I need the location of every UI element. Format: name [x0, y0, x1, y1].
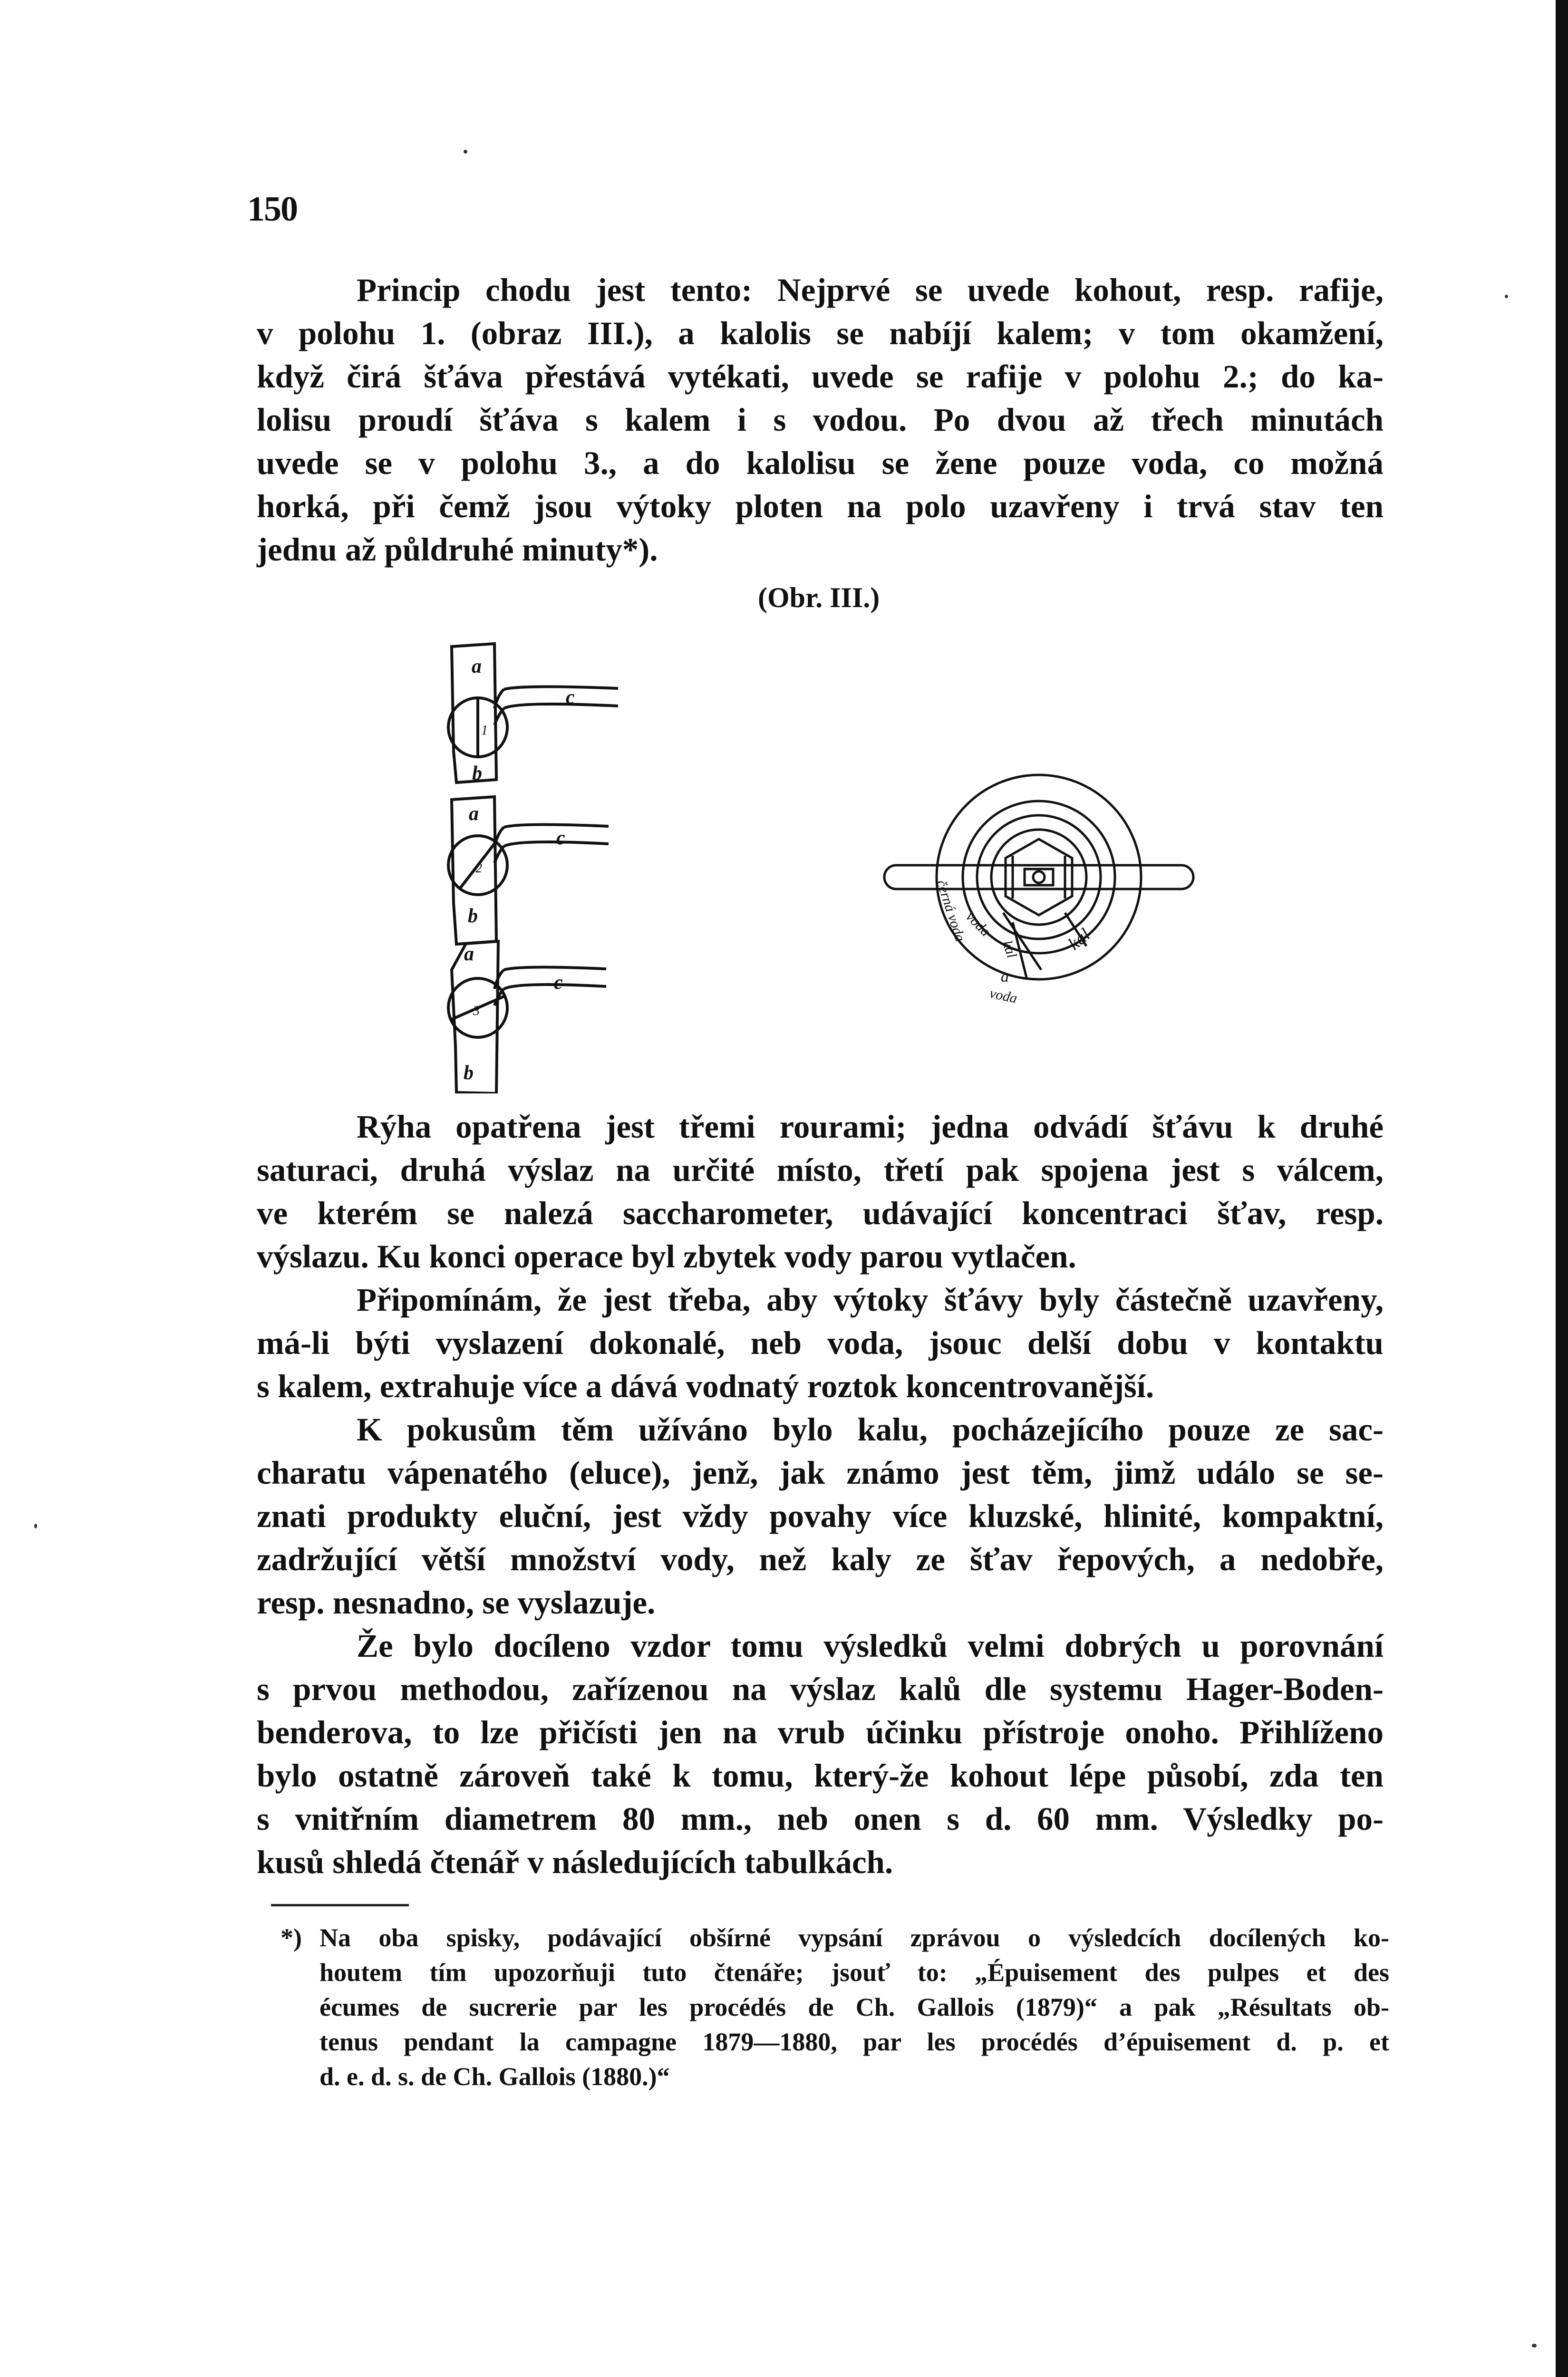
text-line: v polohu 1. (obraz III.), a kalolis se nabíjí kalem; v tom okamžení, — [257, 315, 1384, 351]
text-line: Rýha opatřena jest třemi rourami; jedna odvádí šťávu k druhé — [357, 1109, 1384, 1145]
text-line: s prvou methodou, zařízenou na výslaz kalů dle systemu Hager-Boden- — [257, 1671, 1384, 1707]
scan-edge — [1556, 0, 1568, 2377]
label-voda: voda — [963, 908, 994, 940]
footnote — [281, 1921, 1389, 2094]
label-b: b — [468, 905, 478, 927]
text-line: má-li býti vyslazení dokonalé, neb voda, jsouc delší dobu v kontaktu — [257, 1325, 1384, 1361]
label-a-voda: voda — [988, 985, 1019, 1006]
label-a: a — [464, 943, 474, 965]
position-label: 2 — [475, 861, 482, 876]
footnote-line: tenus pendant la campagne 1879—1880, par les procédés d’épuisement d. p. et — [319, 2028, 1389, 2056]
footnote-rule — [271, 1904, 409, 1906]
text-line: jednu až půldruhé minuty*). — [257, 531, 658, 568]
text-line: lolisu proudí šťáva s kalem i s vodou. Po dvou až třech minutách — [257, 402, 1384, 438]
label-kal-outer: kal — [1064, 924, 1094, 954]
paragraph-5 — [257, 1624, 1384, 1884]
footnote-line: Na oba spisky, podávající obšírné vypsání zprávou o výsledcích docílených ko- — [319, 1923, 1389, 1952]
text-line: s vnitřním diametrem 80 mm., neb onen s d. 60 mm. Výsledky po- — [257, 1801, 1384, 1837]
label-c: c — [556, 827, 565, 849]
paragraph-4 — [257, 1408, 1384, 1624]
paragraph-1 — [257, 269, 1384, 571]
tap-positions-figure — [437, 637, 637, 1093]
label-b: b — [472, 763, 482, 784]
text-line: K pokusům těm užíváno bylo kalu, pocházejícího pouze ze sac- — [357, 1411, 1384, 1448]
scan-speck — [1505, 295, 1508, 298]
text-line: znati produkty eluční, jest vždy povahy více kluzské, hlinité, kompaktní, — [257, 1498, 1384, 1534]
position-label: 1 — [481, 723, 488, 738]
tap-front-view-figure — [875, 761, 1208, 1027]
text-line: saturaci, druhá výslaz na určité místo, třetí pak spojena jest s válcem, — [257, 1152, 1384, 1188]
label-a-voda: a — [1001, 968, 1009, 986]
text-line: horká, při čemž jsou výtoky ploten na polo uzavřeny i trvá stav ten — [257, 488, 1384, 524]
label-a: a — [469, 803, 479, 825]
text-line: zadržující větší množství vody, než kaly ze šťav řepových, a nedobře, — [257, 1541, 1384, 1577]
position-label: 3 — [473, 1004, 480, 1018]
label-b: b — [464, 1062, 474, 1084]
page-number: 150 — [247, 190, 297, 229]
text-line: výslazu. Ku konci operace byl zbytek vody parou vytlačen. — [257, 1238, 1076, 1275]
label-kal-inner: kal — [999, 938, 1020, 960]
label-c: c — [566, 686, 575, 708]
text-line: když čirá šťáva přestává vytékati, uvede se rafije v polohu 2.; do ka- — [257, 358, 1384, 395]
text-line: kusů shledá čtenář v následujících tabulkách. — [257, 1844, 893, 1880]
label-cerna-voda: černá voda — [933, 878, 968, 944]
scan-speck — [1532, 2344, 1537, 2348]
footnote-line: houtem tím upozorňuji tuto čtenáře; jsouť to: „Épuisement des pulpes et des — [319, 1958, 1389, 1987]
paragraph-2 — [257, 1105, 1384, 1278]
scan-speck — [464, 150, 467, 154]
text-line: Že bylo docíleno vzdor tomu výsledků velmi dobrých u porovnání — [357, 1628, 1384, 1664]
text-line: resp. nesnadno, se vyslazuje. — [257, 1585, 656, 1621]
text-line: s kalem, extrahuje více a dává vodnatý roztok koncentrovanější. — [257, 1368, 1154, 1404]
label-a: a — [472, 656, 482, 677]
text-line: uvede se v polohu 3., a do kalolisu se žene pouze voda, co možná — [257, 445, 1384, 481]
figure-caption: (Obr. III.) — [758, 582, 880, 613]
text-line: benderova, to lze přičísti jen na vrub účinku přístroje onoho. Přihlíženo — [257, 1714, 1384, 1750]
footnote-mark: *) — [281, 1923, 302, 1952]
text-line: bylo ostatně zároveň také k tomu, který-že kohout lépe působí, zda ten — [257, 1758, 1384, 1794]
label-c: c — [554, 972, 563, 994]
footnote-line: écumes de sucrerie par les procédés de Ch. Gallois (1879)“ a pak „Résultats ob- — [319, 1993, 1389, 2021]
scan-speck — [34, 1524, 37, 1528]
text-line: Princip chodu jest tento: Nejprvé se uvede kohout, resp. rafije, — [357, 272, 1384, 308]
paragraph-3 — [257, 1278, 1384, 1408]
text-line: ve kterém se nalezá saccharometer, udávající koncentraci šťav, resp. — [257, 1195, 1384, 1231]
text-line: charatu vápenatého (eluce), jenž, jak známo jest těm, jimž událo se se- — [257, 1455, 1384, 1491]
footnote-line: d. e. d. s. de Ch. Gallois (1880.)“ — [319, 2062, 670, 2091]
text-line: Připomínám, že jest třeba, aby výtoky šťávy byly částečně uzavřeny, — [357, 1282, 1384, 1318]
